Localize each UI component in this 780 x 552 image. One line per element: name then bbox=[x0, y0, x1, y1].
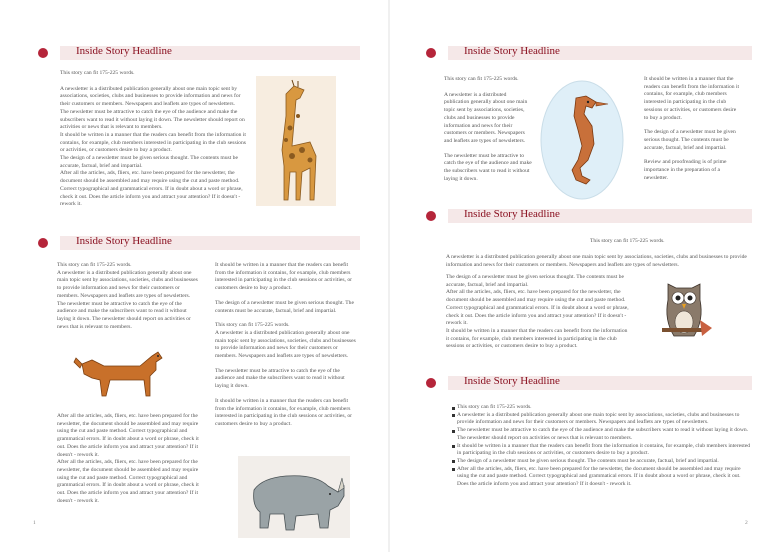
paragraph: This story can fit 175-225 words. bbox=[215, 322, 290, 329]
dog-illustration bbox=[70, 342, 170, 400]
paragraph: The design of a newsletter must be given serious thought. The contents must be accurate, factual, brief and impartial. bbox=[644, 129, 736, 151]
column-1-top bbox=[57, 262, 202, 331]
paragraph: It should be written in a manner that the readers can benefit from the information it contains, for example, club members interested in participating in the club sessions or activities, or customers desire to buy a product. bbox=[215, 262, 353, 292]
paragraph: The newsletter must be attractive to catch the eye of the audience and make the subscribers want to read it without laying it down. bbox=[215, 367, 345, 390]
column-2 bbox=[215, 262, 360, 429]
paragraph: After all the articles, ads, fliers, etc. have been prepared for the newsletter, the document should be assembled and may require using the cut and paste method. Correct typographical and grammatical errors. If in doubt about a word or phrase, check it out. Does the article inform you and attract your attention? If it doesn't - rework it. bbox=[57, 413, 199, 458]
paragraph: The design of a newsletter must be given serious thought. The contents must be accurate, factual, brief and impartial. bbox=[60, 155, 238, 169]
paragraph: After all the articles, ads, fliers, etc. have been prepared for the newsletter, the document should be assembled and may require using the cut and paste method. Correct typographical and grammatical errors. If in doubt about a word or phrase, check it out. Does the article inform you and attract your attention? If it doesn't - rework it. bbox=[60, 170, 243, 208]
seahorse-icon bbox=[540, 80, 624, 200]
story-headline: Inside Story Headline bbox=[76, 45, 172, 57]
paragraph: It should be written in a manner that the readers can benefit from the information it contains, for example, club members interested in participating in the club sessions or activities, or customers desire to buy a product. bbox=[215, 397, 353, 427]
page-number: 1 bbox=[33, 520, 36, 526]
paragraph: It should be written in a manner that the readers can benefit from the information it contains, for example, club members interested in participating in the club sessions or activities, or customers desire to buy a product. bbox=[60, 131, 246, 154]
page-number: 2 bbox=[745, 520, 748, 526]
story-text bbox=[60, 70, 250, 209]
paragraph: A newsletter is a distributed publication generally about one main topic sent by associations, societies, clubs and businesses to provide information and news for their customers or members. Newspapers and leaflets are types of newsletters. bbox=[60, 85, 241, 108]
page-right bbox=[390, 0, 780, 552]
list-item: The design of a newsletter must be given serious thought. The contents must be accurate, factual, brief and impartial. bbox=[452, 458, 752, 466]
seahorse-illustration bbox=[540, 80, 624, 200]
paragraph: A newsletter is a distributed publication generally about one main topic sent by associations, societies, clubs and businesses to provide information and news for their customers or members. Newspapers and leaflets are types of newsletters. bbox=[444, 91, 528, 144]
story-header bbox=[426, 374, 752, 392]
story-intro: This story can fit 175-225 words. bbox=[444, 76, 519, 82]
paragraph: After all the articles, ads, fliers, etc. have been prepared for the newsletter, the document should be assembled and may require using the cut and paste method. Correct typographical and grammatical errors. If in doubt about a word or phrase, check it out. Does the article inform you and attract your attention? If it doesn't - rework it. bbox=[446, 289, 629, 327]
story-header bbox=[38, 234, 360, 252]
story-text bbox=[446, 274, 631, 351]
column-2 bbox=[644, 76, 740, 182]
story-intro: This story can fit 175-225 words. bbox=[60, 70, 135, 76]
owl-illustration bbox=[652, 276, 716, 346]
story-header bbox=[426, 207, 752, 225]
story-headline: Inside Story Headline bbox=[76, 235, 172, 247]
list-item: It should be written in a manner that the readers can benefit from the information it contains, for example, club members interested in participating in the club sessions or activities, or customers desire to buy a product. bbox=[452, 443, 752, 458]
column-1-bottom bbox=[57, 413, 202, 505]
bullet-dot-icon bbox=[38, 48, 48, 58]
paragraph: The newsletter must be attractive to catch the eye of the audience and make the subscribers want to read it without laying it down. The newsletter should report on activities or news that is relevant to members. bbox=[60, 108, 245, 131]
giraffe-illustration bbox=[256, 76, 336, 206]
bullet-dot-icon bbox=[426, 378, 436, 388]
paragraph: The newsletter must be attractive to catch the eye of the audience and make the subscribers want to read it without laying it down. The newsletter should report on activities or news that is relevant to members. bbox=[57, 300, 191, 330]
paragraph: Review and proofreading is of prime importance in the preparation of a newsletter. bbox=[644, 159, 727, 181]
dog-icon bbox=[70, 342, 170, 400]
bullet-dot-icon bbox=[426, 211, 436, 221]
bullet-dot-icon bbox=[426, 48, 436, 58]
paragraph: The design of a newsletter must be given serious thought. The contents must be accurate, factual, brief and impartial. bbox=[446, 274, 624, 288]
paragraph: A newsletter is a distributed publication generally about one main topic sent by associations, societies, clubs and businesses to provide information and news for their customers or members. Newspapers and leaflets are types of newsletters. bbox=[57, 269, 198, 299]
story-headline: Inside Story Headline bbox=[464, 45, 560, 57]
list-item: The newsletter must be attractive to catch the eye of the audience and make the subscribers want to read it without laying it down. The newsletter should report on activities or news that is relevant to members. bbox=[452, 427, 752, 442]
bullet-dot-icon bbox=[38, 238, 48, 248]
paragraph: It should be written in a manner that the readers can benefit from the information it contains, for example, club members interested in participating in the club sessions or activities, or customers desire to buy a product. bbox=[446, 327, 628, 350]
paragraph: A newsletter is a distributed publication generally about one main topic sent by associations, societies, clubs and businesses to provide information and news for their customers or members. Newspapers and leaflets are types of newsletters. bbox=[215, 329, 356, 360]
paragraph: After all the articles, ads, fliers, etc. have been prepared for the newsletter, the document should be assembled and may require using the cut and paste method. Correct typographical and grammatical errors. If in doubt about a word or phrase, check it out. Does the article inform you and attract your attention? If it doesn't - rework it. bbox=[57, 459, 199, 504]
paragraph: The design of a newsletter must be given serious thought. The contents must be accurate, factual, brief and impartial. bbox=[215, 299, 354, 314]
owl-icon bbox=[652, 276, 716, 346]
story-intro: This story can fit 175-225 words. bbox=[590, 238, 665, 244]
wide-paragraph: A newsletter is a distributed publication generally about one main topic sent by associations, societies, clubs and businesses to provide information and news for their customers or members. Newspapers and leaflets are types of newsletters. bbox=[446, 254, 747, 268]
giraffe-icon bbox=[256, 76, 336, 206]
list-item: After all the articles, ads, fliers, etc. have been prepared for the newsletter, the document should be assembled and may require using the cut and paste method. Correct typographical and grammatical errors. If in doubt about a word or phrase, check it out. Does the article inform you and attract your attention? If it doesn't - rework it. bbox=[452, 466, 752, 489]
story-header bbox=[426, 44, 752, 62]
story-headline: Inside Story Headline bbox=[464, 375, 560, 387]
rhino-icon bbox=[238, 456, 350, 538]
paragraph: It should be written in a manner that the readers can benefit from the information it contains, for example, club members interested in participating in the club sessions or activities, or customers desire to buy a product. bbox=[644, 76, 740, 121]
story-header bbox=[38, 44, 360, 62]
story-headline: Inside Story Headline bbox=[464, 208, 560, 220]
rhino-illustration bbox=[238, 456, 350, 538]
story-intro: This story can fit 175-225 words. bbox=[57, 262, 132, 268]
list-item: This story can fit 175-225 words. bbox=[452, 404, 752, 412]
paragraph: The newsletter must be attractive to catch the eye of the audience and make the subscribers want to read it without laying it down. bbox=[444, 152, 532, 182]
bullet-list bbox=[452, 404, 752, 489]
column-1 bbox=[444, 76, 532, 183]
list-item: A newsletter is a distributed publication generally about one main topic sent by associations, societies, clubs and businesses to provide information and news for their customers or members. Newspapers and leaflets are types of newsletters. bbox=[452, 412, 752, 427]
